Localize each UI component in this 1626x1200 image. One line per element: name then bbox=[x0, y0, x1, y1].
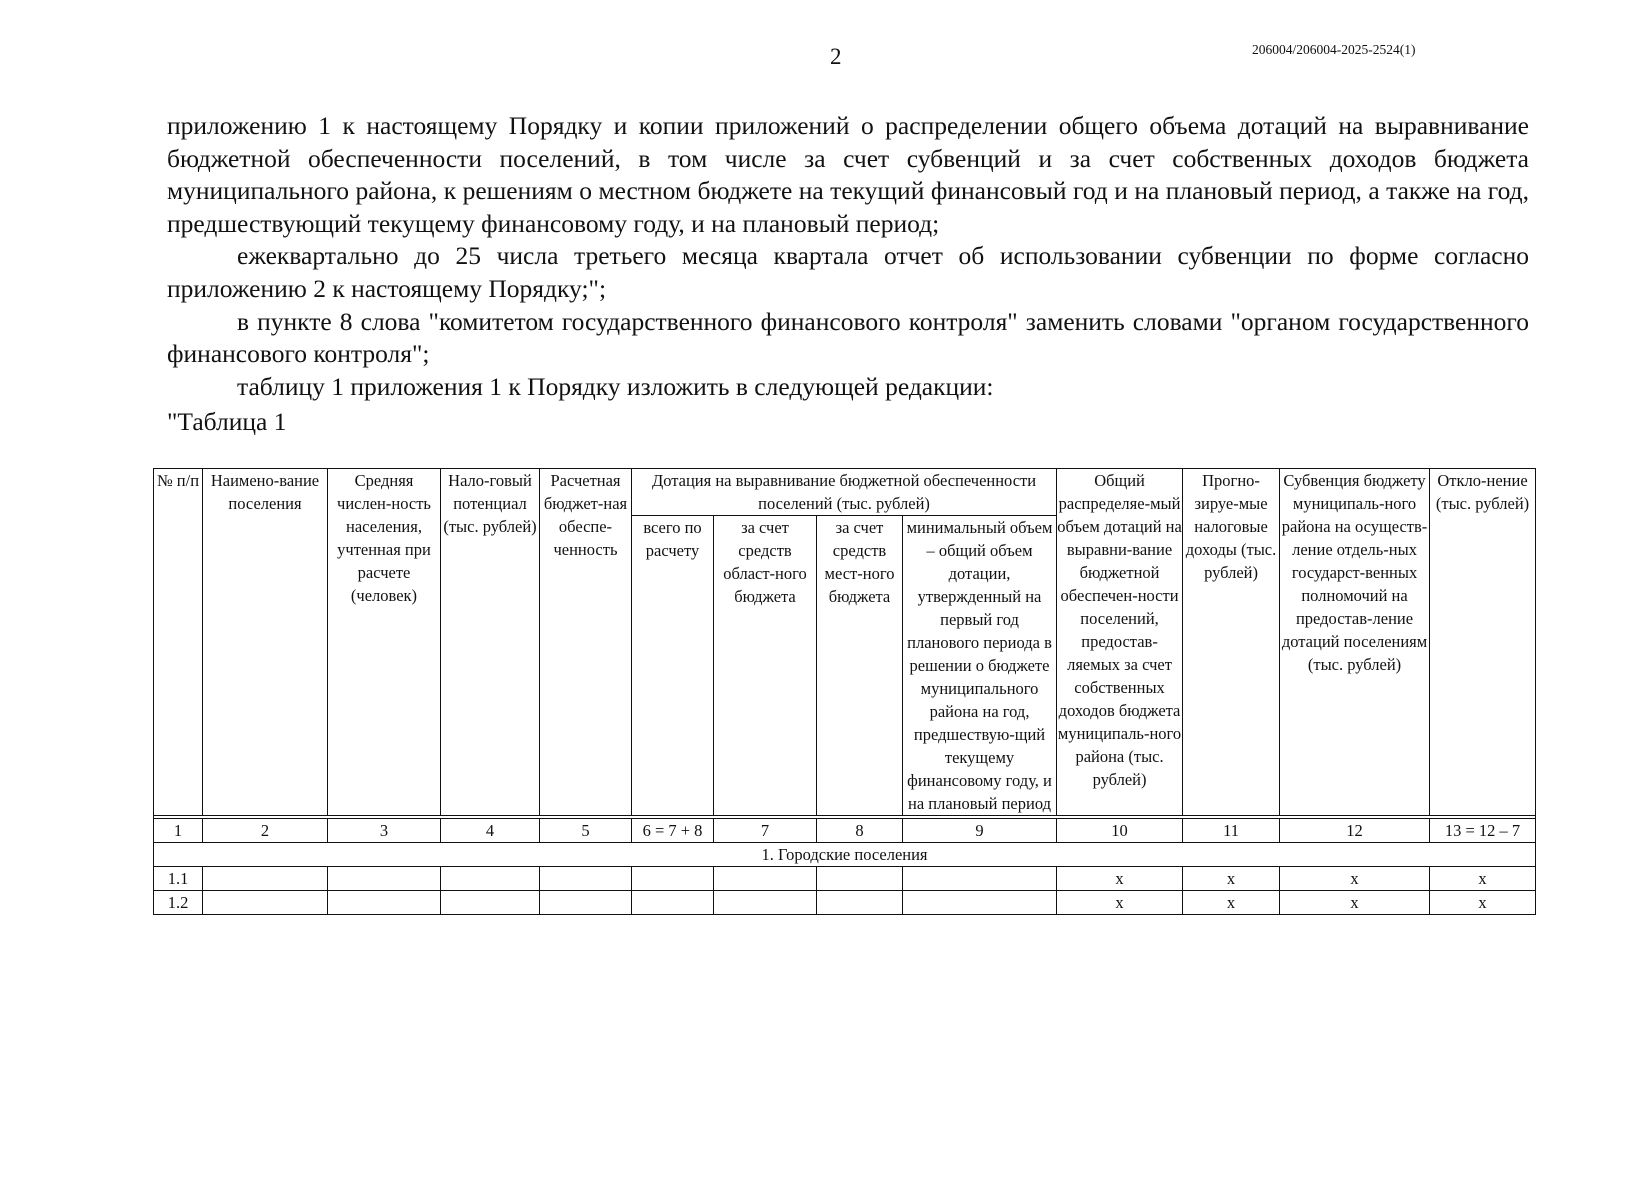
table-cell: х bbox=[1430, 867, 1536, 891]
paragraph-2: ежеквартально до 25 числа третьего месяца квартала отчет об использовании субвенции по форме согласно приложению 2 к настоящему Порядку;"; bbox=[167, 241, 1529, 303]
header-col-9: минимальный объем – общий объем дотации, утвержденный на первый год планового периода в решении о бюджете муниципального района на год, предшествую-щий текущему финансовому году, и на плановый период bbox=[903, 516, 1057, 816]
column-number: 13 = 12 – 7 bbox=[1430, 819, 1536, 843]
column-number: 2 bbox=[203, 819, 328, 843]
table-cell bbox=[817, 867, 903, 891]
table-cell bbox=[540, 867, 632, 891]
table-cell: х bbox=[1280, 867, 1430, 891]
header-col-11: Прогно-зируе-мые налоговые доходы (тыс. рублей) bbox=[1183, 469, 1280, 816]
header-col-1: № п/п bbox=[154, 469, 203, 816]
column-number: 8 bbox=[817, 819, 903, 843]
header-col-5: Расчетная бюджет-ная обеспе-ченность bbox=[540, 469, 632, 816]
table-cell: х bbox=[1183, 891, 1280, 915]
table-cell bbox=[328, 891, 441, 915]
column-number: 3 bbox=[328, 819, 441, 843]
header-col-7: за счет средств област-ного бюджета bbox=[714, 516, 817, 816]
document-body bbox=[167, 110, 1529, 439]
table-cell bbox=[903, 867, 1057, 891]
column-number: 5 bbox=[540, 819, 632, 843]
table-cell bbox=[441, 891, 540, 915]
table-caption: "Таблица 1 bbox=[167, 407, 287, 437]
table-cell bbox=[817, 891, 903, 915]
column-number: 4 bbox=[441, 819, 540, 843]
table-header-row bbox=[154, 469, 1536, 516]
table-row bbox=[154, 891, 1536, 915]
header-col-4: Нало-говый потенциал (тыс. рублей) bbox=[441, 469, 540, 816]
section-title: 1. Городские поселения bbox=[154, 843, 1536, 867]
paragraph-3: в пункте 8 слова "комитетом государственного финансового контроля" заменить словами "органом государственного финансового контроля"; bbox=[167, 306, 1529, 369]
column-number-row bbox=[154, 819, 1536, 843]
table-cell bbox=[540, 891, 632, 915]
subsidy-table bbox=[153, 468, 1536, 915]
paragraph-4: таблицу 1 приложения 1 к Порядку изложить в следующей редакции: bbox=[237, 371, 994, 401]
column-number: 12 bbox=[1280, 819, 1430, 843]
header-group-subsidy: Дотация на выравнивание бюджетной обеспеченности поселений (тыс. рублей) bbox=[632, 469, 1057, 516]
header-col-12: Субвенция бюджету муниципаль-ного района на осуществ-ление отдель-ных государст-венных полномочий на предостав-ление дотаций поселениям (тыс. рублей) bbox=[1280, 469, 1430, 816]
table-cell: 1.1 bbox=[154, 867, 203, 891]
document-code: 206004/206004-2025-2524(1) bbox=[1252, 42, 1416, 57]
table-cell bbox=[903, 891, 1057, 915]
header-col-13: Откло-нение (тыс. рублей) bbox=[1430, 469, 1536, 816]
paragraph-1: приложению 1 к настоящему Порядку и копии приложений о распределении общего объема дотаций на выравнивание бюджетной обеспеченности поселений, в том числе за счет субвенций и за счет собственных доходов бюджета муниципального района, к решениям о местном бюджете на текущий финансовый год и на плановый период, а также на год, предшествующий текущему финансовому году, и на плановый период; bbox=[167, 111, 1529, 238]
column-number: 11 bbox=[1183, 819, 1280, 843]
table-cell bbox=[632, 867, 714, 891]
column-number: 6 = 7 + 8 bbox=[632, 819, 714, 843]
header-col-2: Наимено-вание поселения bbox=[203, 469, 328, 816]
header-col-3: Средняя числен-ность населения, учтенная при расчете (человек) bbox=[328, 469, 441, 816]
table-cell bbox=[714, 867, 817, 891]
header-col-8: за счет средств мест-ного бюджета bbox=[817, 516, 903, 816]
table-cell: х bbox=[1057, 867, 1183, 891]
table-cell bbox=[203, 891, 328, 915]
section-row bbox=[154, 843, 1536, 867]
table-cell bbox=[328, 867, 441, 891]
page-number: 2 bbox=[830, 44, 842, 69]
table-cell bbox=[441, 867, 540, 891]
table-cell bbox=[203, 867, 328, 891]
column-number: 9 bbox=[903, 819, 1057, 843]
column-number: 7 bbox=[714, 819, 817, 843]
table-cell: х bbox=[1183, 867, 1280, 891]
header-col-6: всего по расчету bbox=[632, 516, 714, 816]
column-number: 1 bbox=[154, 819, 203, 843]
column-number: 10 bbox=[1057, 819, 1183, 843]
table-cell bbox=[632, 891, 714, 915]
header-col-10: Общий распределяе-мый объем дотаций на выравни-вание бюджетной обеспечен-ности поселений, предостав-ляемых за счет собственных доходов бюджета муниципаль-ного района (тыс. рублей) bbox=[1057, 469, 1183, 816]
table-row bbox=[154, 867, 1536, 891]
table-cell: 1.2 bbox=[154, 891, 203, 915]
table-cell: х bbox=[1430, 891, 1536, 915]
table-cell bbox=[714, 891, 817, 915]
table-cell: х bbox=[1057, 891, 1183, 915]
table-cell: х bbox=[1280, 891, 1430, 915]
